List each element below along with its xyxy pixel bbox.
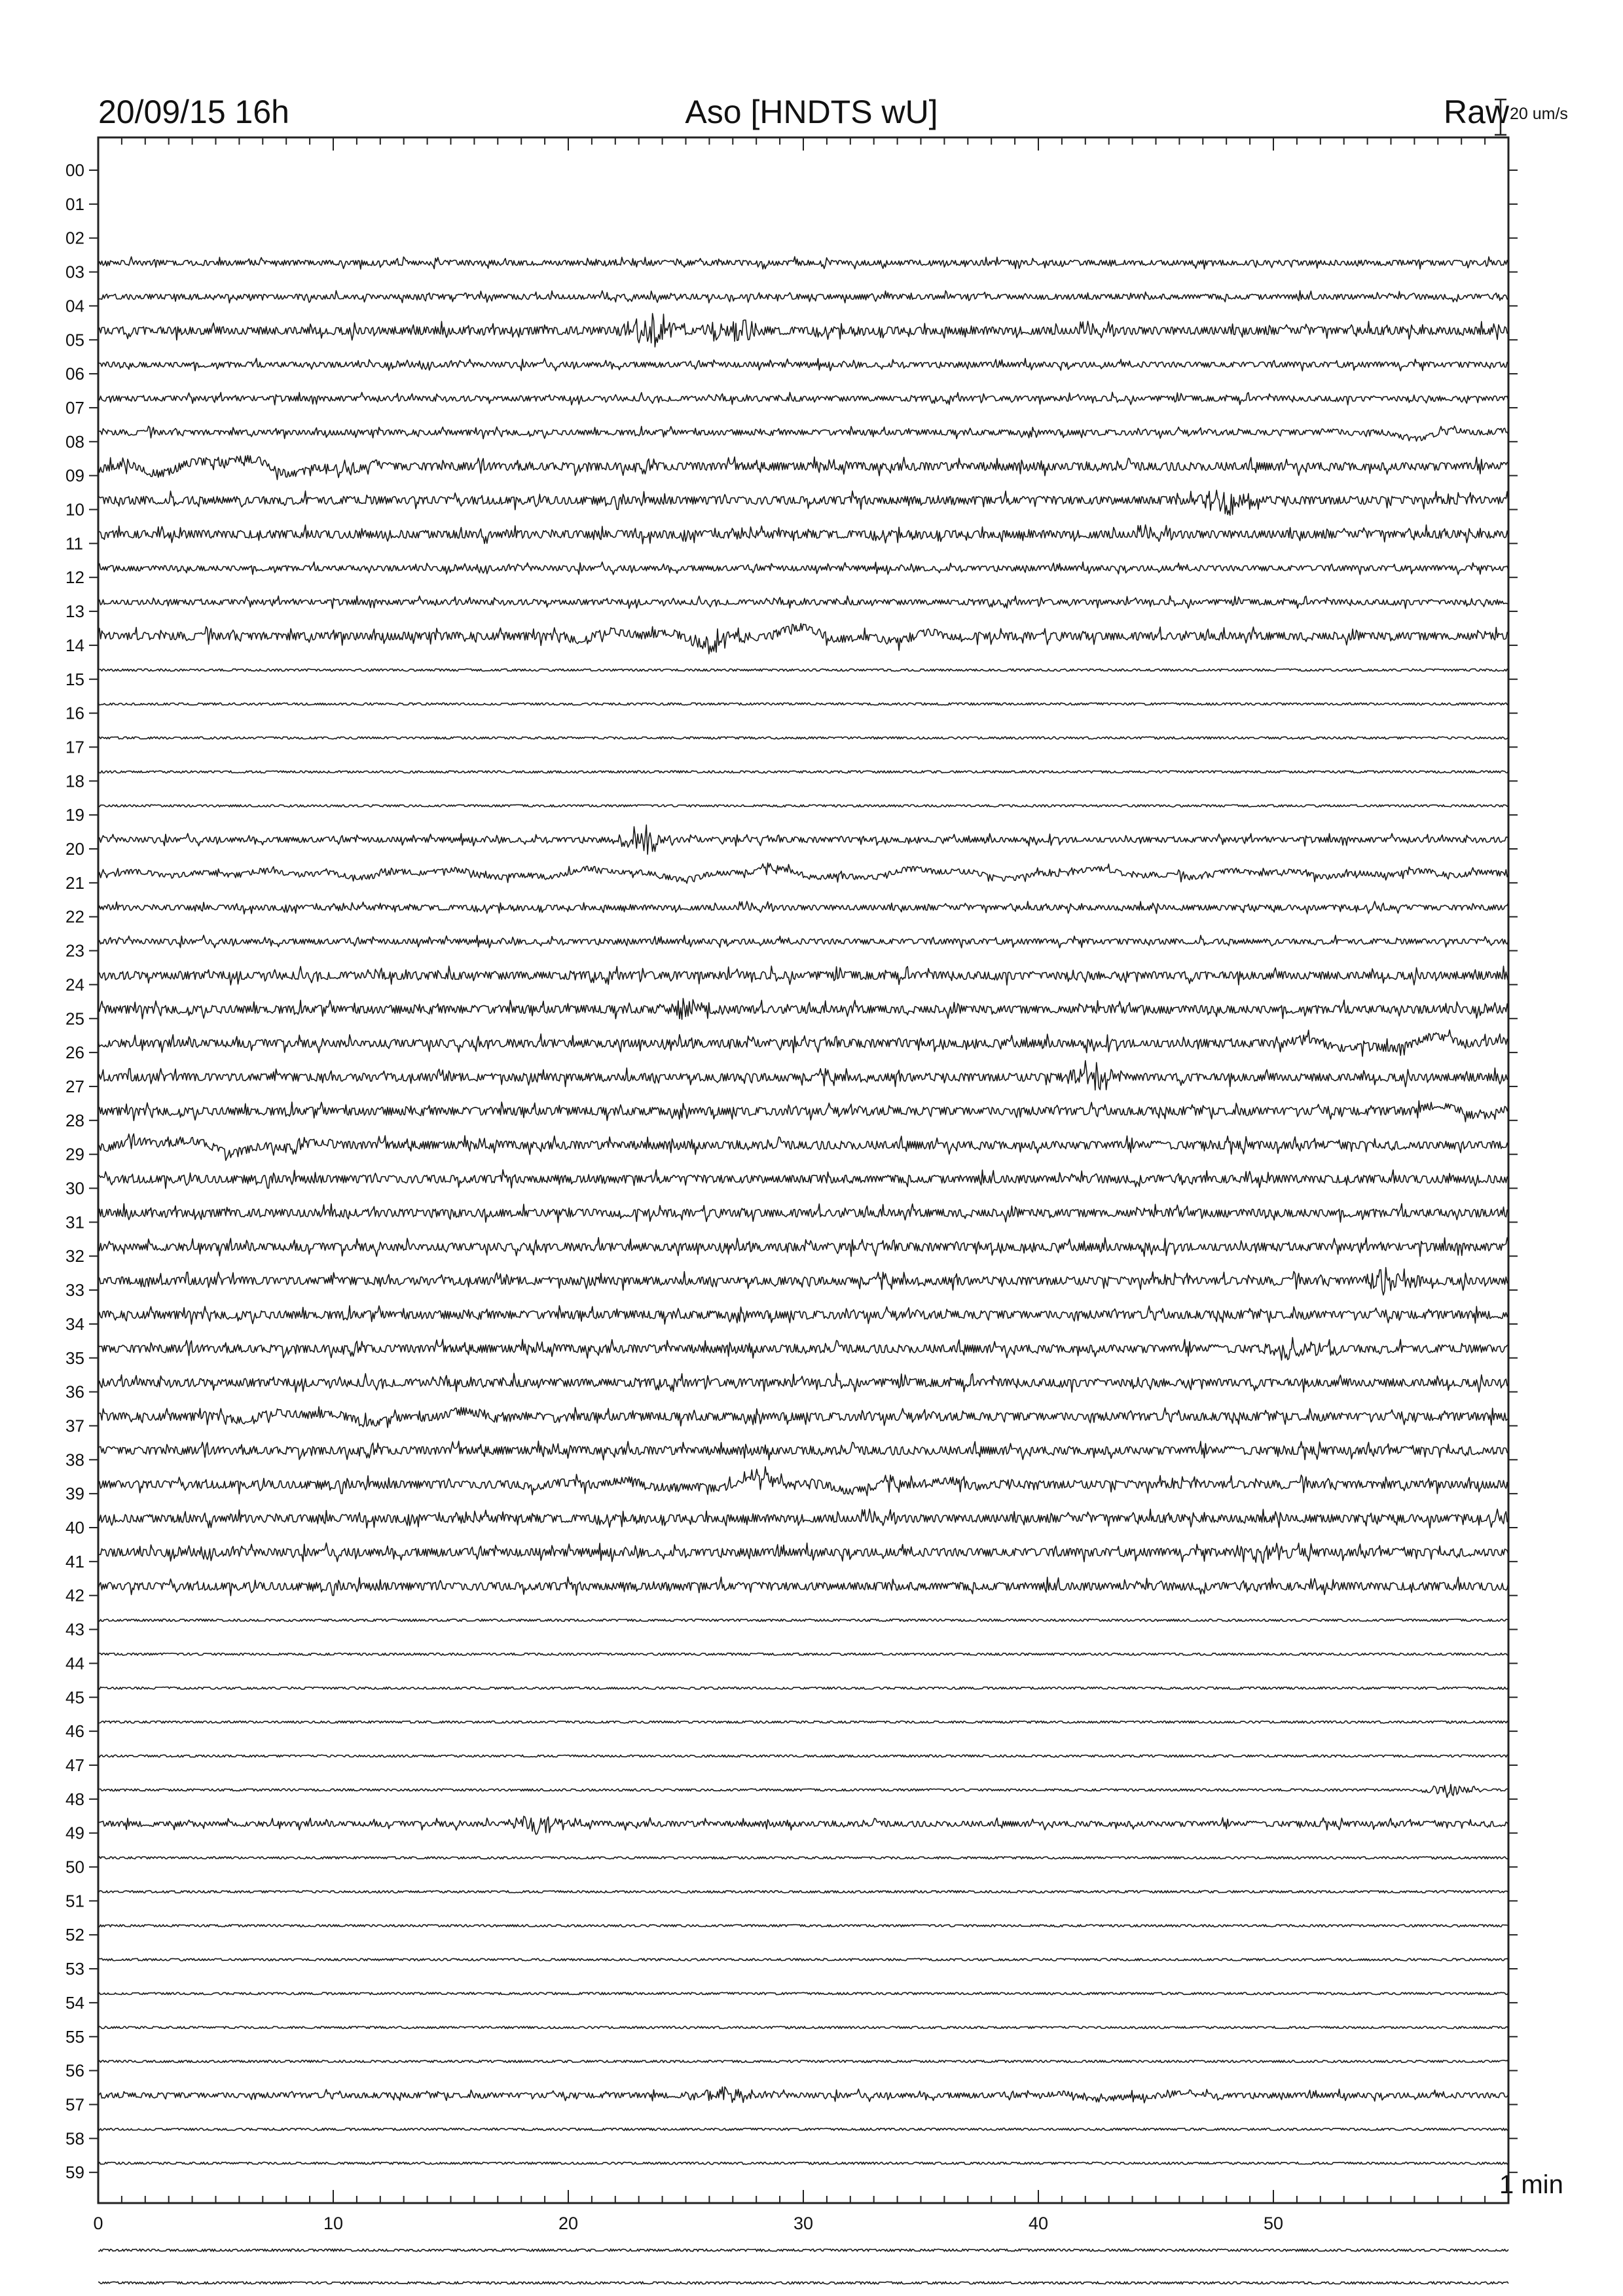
row-label: 50 [65,1857,84,1877]
row-label: 21 [65,872,84,893]
trace-line [98,1338,1508,1361]
x-tick-label: 40 [1028,2214,1049,2233]
trace-line [98,825,1508,854]
row-label: 56 [65,2060,84,2081]
row-label: 23 [65,941,84,961]
trace-line [98,562,1508,575]
trace-line [98,1204,1508,1223]
row-label: 43 [65,1619,84,1640]
row-label: 35 [65,1348,84,1368]
row-label: 58 [65,2128,84,2149]
row-label: 39 [65,1484,84,1504]
trace-line [98,392,1508,404]
row-label: 48 [65,1789,84,1809]
trace-line [98,998,1508,1019]
trace-line [98,1619,1508,1622]
row-labels [65,160,1518,2182]
trace-line [98,1407,1508,1427]
trace-line [98,804,1508,807]
row-label: 44 [65,1653,84,1674]
trace-line [98,2087,1508,2103]
trace-line [98,1170,1508,1189]
trace-line [98,771,1508,773]
trace-line [98,1653,1508,1655]
row-label: 33 [65,1280,84,1300]
trace-line [98,1543,1508,1563]
trace-line [98,1816,1508,1835]
row-label: 37 [65,1416,84,1436]
trace-line [98,737,1508,740]
trace-line [98,525,1508,544]
trace-line [98,901,1508,914]
row-label: 53 [65,1959,84,1979]
trace-line [98,314,1508,347]
row-label: 30 [65,1178,84,1198]
seismic-traces [98,257,1508,2284]
trace-line [98,1784,1508,1797]
trace-line [98,1992,1508,1994]
trace-line [98,624,1508,654]
row-label: 31 [65,1212,84,1232]
trace-line [98,1306,1508,1324]
row-label: 09 [65,465,84,486]
trace-line [98,1061,1508,1090]
trace-line [98,490,1508,515]
trace-line [98,703,1508,705]
mode-label: Raw [1443,94,1509,130]
trace-line [98,1441,1508,1460]
trace-line [98,2162,1508,2164]
row-label: 27 [65,1076,84,1096]
row-label: 18 [65,771,84,791]
trace-line [98,291,1508,303]
row-label: 49 [65,1823,84,1843]
row-label: 29 [65,1144,84,1164]
row-label: 36 [65,1382,84,1402]
row-label: 57 [65,2094,84,2115]
row-label: 25 [65,1009,84,1029]
row-label: 55 [65,2026,84,2047]
row-label: 52 [65,1925,84,1945]
row-label: 15 [65,669,84,689]
trace-line [98,1030,1508,1056]
amplitude-scale-bar [1495,99,1506,135]
plot-frame [98,137,1508,2203]
row-label: 51 [65,1891,84,1911]
row-label: 00 [65,160,84,180]
row-label: 10 [65,499,84,520]
trace-line [98,1467,1508,1496]
row-label: 38 [65,1450,84,1470]
row-label: 24 [65,975,84,995]
x-unit-label: 1 min [1499,2170,1563,2199]
row-label: 19 [65,805,84,825]
trace-line [98,669,1508,672]
x-tick-label: 10 [323,2214,344,2233]
plot-border [98,137,1508,2203]
trace-line [98,2128,1508,2130]
amplitude-scale-label: 20 um/s [1510,105,1568,123]
trace-line [98,1958,1508,1961]
trace-line [98,1238,1508,1257]
row-label: 22 [65,906,84,927]
row-label: 05 [65,330,84,350]
trace-line [98,1373,1508,1392]
trace-line [98,966,1508,985]
trace-line [98,1101,1508,1122]
trace-line [98,935,1508,948]
trace-line [98,456,1508,480]
trace-line [98,1268,1508,1295]
trailing-trace-line [98,2282,1508,2284]
row-label: 16 [65,703,84,723]
row-label: 12 [65,567,84,588]
trace-line [98,1925,1508,1927]
trace-line [98,2026,1508,2029]
row-label: 14 [65,635,84,655]
x-tick-label: 0 [93,2214,103,2233]
trace-line [98,1755,1508,1757]
row-label: 45 [65,1687,84,1708]
axis-ticks [98,137,1508,2203]
row-label: 32 [65,1246,84,1266]
trace-line [98,1857,1508,1859]
trace-line [98,359,1508,371]
row-label: 59 [65,2162,84,2183]
x-tick-label: 20 [558,2214,579,2233]
row-label: 28 [65,1110,84,1130]
trace-line [98,1891,1508,1893]
trace-line [98,1687,1508,1690]
row-label: 47 [65,1755,84,1775]
station-title: Aso [HNDTS wU] [685,94,938,130]
row-label: 03 [65,262,84,282]
row-label: 46 [65,1721,84,1742]
row-label: 20 [65,839,84,859]
row-label: 34 [65,1314,84,1334]
trace-line [98,1577,1508,1596]
row-label: 40 [65,1518,84,1537]
trace-line [98,1134,1508,1160]
trailing-trace-line [98,2249,1508,2251]
row-label: 06 [65,364,84,384]
trace-line [98,257,1508,269]
row-label: 41 [65,1551,84,1571]
trace-line [98,1721,1508,1723]
date-hour-label: 20/09/15 16h [98,94,289,130]
x-tick-label: 50 [1263,2214,1284,2233]
x-tick-labels [93,2214,1283,2233]
trace-line [98,2060,1508,2062]
row-label: 17 [65,737,84,757]
trace-line [98,596,1508,608]
row-label: 54 [65,1992,84,2013]
row-label: 13 [65,601,84,622]
trace-line [98,426,1508,441]
trace-line [98,863,1508,884]
row-label: 04 [65,296,84,316]
trace-line [98,1509,1508,1528]
row-label: 26 [65,1043,84,1063]
row-label: 08 [65,431,84,452]
row-label: 07 [65,397,84,418]
x-tick-label: 30 [793,2214,814,2233]
row-label: 02 [65,228,84,248]
row-label: 01 [65,194,84,214]
row-label: 11 [65,533,83,554]
row-label: 42 [65,1585,84,1605]
